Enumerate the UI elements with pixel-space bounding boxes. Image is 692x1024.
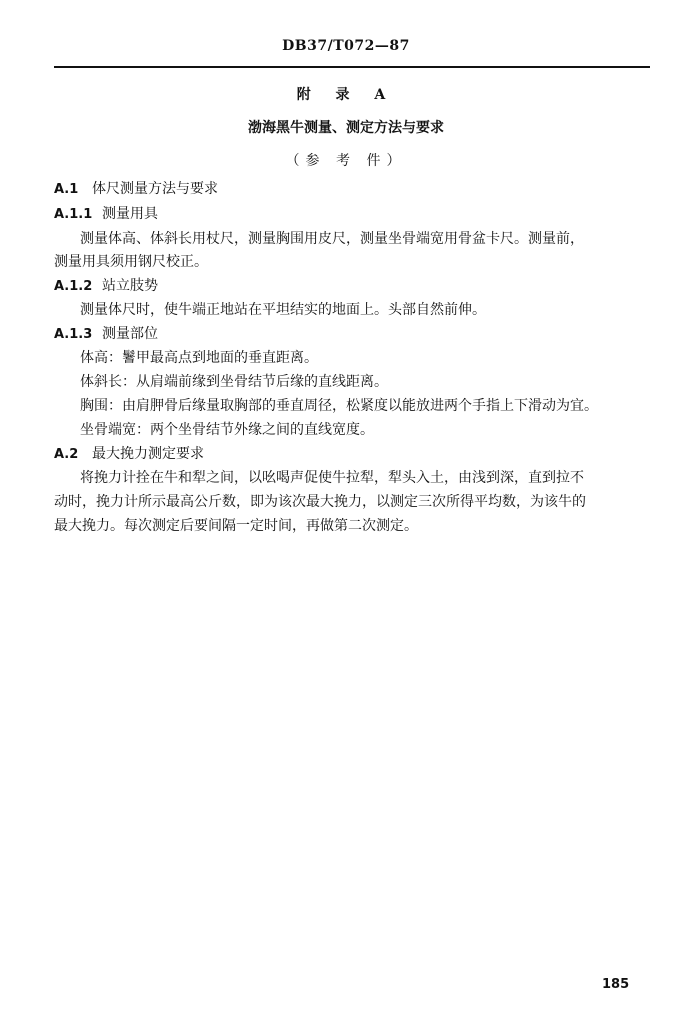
measurement-item-height: 体高：鬐甲最高点到地面的垂直距离。 <box>80 350 318 366</box>
paragraph-line: 测量体高、体斜长用杖尺，测量胸围用皮尺，测量坐骨端宽用骨盆卡尺。测量前， <box>80 231 584 247</box>
section-number: A.1 <box>54 182 79 197</box>
section-number: A.1.2 <box>54 279 93 294</box>
paragraph-line: 动时，挽力计所示最高公斤数，即为该次最大挽力，以测定三次所得平均数，为该牛的 <box>54 494 586 510</box>
measurement-item-body-length: 体斜长：从肩端前缘到坐骨结节后缘的直线距离。 <box>80 374 388 390</box>
section-number: A.1.3 <box>54 327 93 342</box>
paragraph-line: 测量用具须用钢尺校正。 <box>54 254 208 270</box>
section-title: 测量用具 <box>102 206 158 222</box>
appendix-title: 附 录 A <box>296 87 396 103</box>
appendix-subtitle: 渤海黑牛测量、测定方法与要求 <box>248 120 444 136</box>
section-heading-a1 <box>54 180 218 199</box>
section-heading-a1-3 <box>54 325 158 344</box>
section-heading-a1-1 <box>54 205 158 224</box>
section-title: 测量部位 <box>102 326 158 342</box>
section-number: A.2 <box>54 447 79 462</box>
section-title: 站立肢势 <box>102 278 158 294</box>
section-heading-a1-2 <box>54 277 158 296</box>
section-title: 体尺测量方法与要求 <box>92 181 218 197</box>
section-number: A.1.1 <box>54 207 93 222</box>
paragraph-line: 测量体尺时，使牛端正地站在平坦结实的地面上。头部自然前伸。 <box>80 302 486 318</box>
measurement-item-chest-girth: 胸围：由肩胛骨后缘量取胸部的垂直周径，松紧度以能放进两个手指上下滑动为宜。 <box>80 398 598 414</box>
paragraph-line: 将挽力计拴在牛和犁之间，以吆喝声促使牛拉犁，犁头入土，由浅到深，直到拉不 <box>80 470 584 486</box>
paragraph-line: 最大挽力。每次测定后要间隔一定时间，再做第二次测定。 <box>54 518 418 534</box>
standard-code: DB37/T072—87 <box>282 38 410 54</box>
section-title: 最大挽力测定要求 <box>92 446 204 462</box>
header-divider <box>54 66 650 68</box>
measurement-item-pin-width: 坐骨端宽：两个坐骨结节外缘之间的直线宽度。 <box>80 422 374 438</box>
page-number: 185 <box>602 977 630 992</box>
appendix-note: （参 考 件） <box>285 153 407 169</box>
section-heading-a2 <box>54 445 204 464</box>
